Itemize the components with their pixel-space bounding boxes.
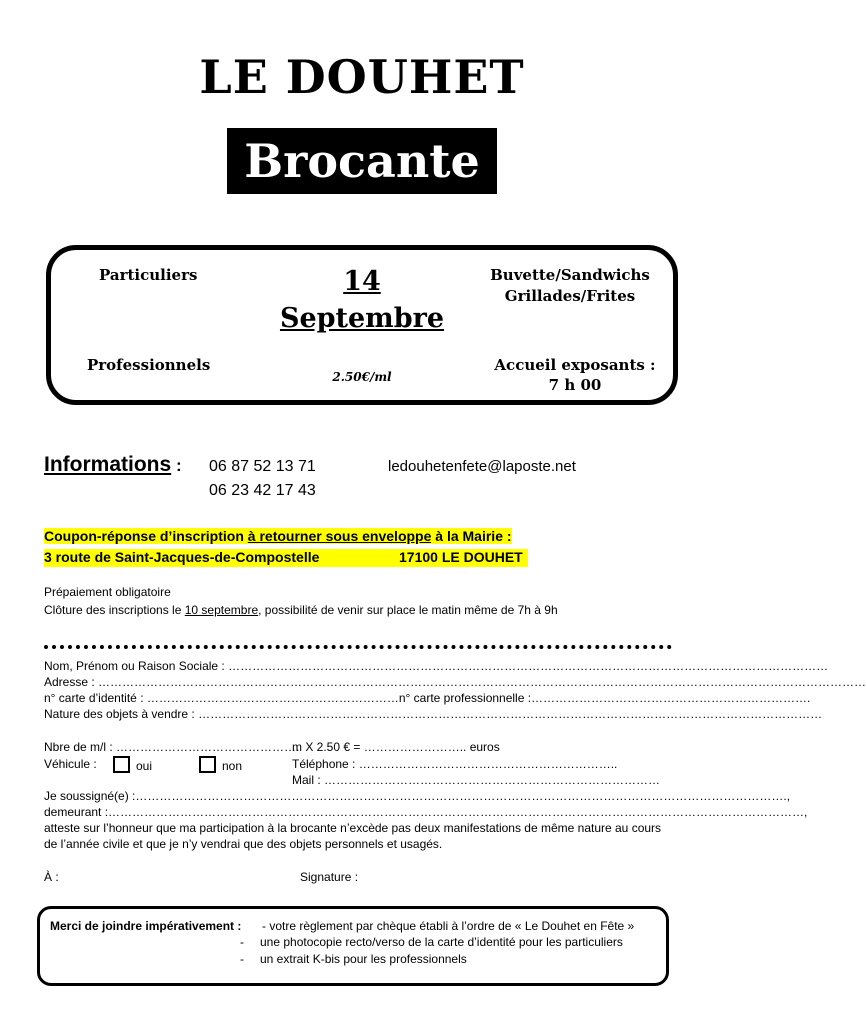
informations-label: Informations bbox=[44, 453, 172, 476]
cut-line bbox=[44, 645, 672, 649]
food-info-line1: Buvette/Sandwichs bbox=[490, 266, 650, 284]
mairie-city: 17100 LE DOUHET bbox=[399, 549, 523, 565]
page-subtitle-banner: Brocante bbox=[227, 128, 497, 194]
informations-colon: : bbox=[176, 456, 182, 475]
coupon-text-c: à la Mairie : bbox=[431, 528, 512, 544]
vehicle-non-checkbox[interactable] bbox=[199, 756, 216, 773]
vehicle-label: Véhicule : bbox=[44, 757, 97, 771]
food-info-line2: Grillades/Frites bbox=[504, 287, 636, 305]
attachment-item-2: une photocopie recto/verso de la carte d’identité pour les particuliers bbox=[260, 935, 623, 949]
visitor-type-professionnels: Professionnels bbox=[87, 356, 211, 374]
closing-note bbox=[44, 603, 558, 617]
vehicle-oui-option[interactable] bbox=[113, 756, 152, 773]
undersigned-field[interactable]: Je soussigné(e) :………………………………………………………………………………………………………………………………………………., bbox=[44, 789, 791, 803]
mairie-address-bar bbox=[44, 549, 528, 567]
event-date-month: Septembre bbox=[279, 303, 445, 334]
attachment-item-3: un extrait K-bis pour les professionnels bbox=[260, 952, 467, 966]
closing-date: 10 septembre bbox=[184, 603, 259, 617]
prepayment-note: Prépaiement obligatoire bbox=[44, 585, 171, 599]
event-date-day: 14 bbox=[343, 266, 381, 297]
nature-objects-field[interactable]: Nature des objets à vendre : ………………………………………………………………………………………………………………………………………… bbox=[44, 707, 823, 721]
phone-number-2: 06 23 42 17 43 bbox=[209, 482, 316, 499]
exhibitor-welcome-time: 7 h 00 bbox=[548, 376, 602, 394]
id-card-field[interactable]: n° carte d’identité : ………………………………………………………n° carte professionnelle :……………………………………………………………. bbox=[44, 691, 811, 705]
contact-email: ledouhetenfete@laposte.net bbox=[388, 458, 576, 475]
closing-note-c: , possibilité de venir sur place le matin même de 7h à 9h bbox=[258, 603, 558, 617]
attestation-line-2: de l’année civile et que je n’y vendrai que des objets personnels et usagés. bbox=[44, 837, 443, 851]
name-field[interactable]: Nom, Prénom ou Raison Sociale : …………………………………………………………………………………………………………………………………… bbox=[44, 659, 829, 673]
attachments-title: Merci de joindre impérativement : bbox=[50, 919, 242, 933]
mairie-address: 3 route de Saint-Jacques-de-Compostelle bbox=[44, 549, 320, 565]
signature-field[interactable]: Signature : bbox=[300, 870, 359, 884]
coupon-instruction bbox=[44, 528, 512, 544]
total-field[interactable]: m X 2.50 € = …………………….. euros bbox=[292, 740, 500, 754]
address-field[interactable]: Adresse : ………………………………………………………………………………………………………………………………………………………………………… bbox=[44, 675, 866, 689]
coupon-text-underlined: à retourner sous enveloppe bbox=[247, 528, 432, 544]
place-field[interactable]: À : bbox=[44, 870, 59, 884]
attachment-dash-2: - bbox=[240, 935, 244, 949]
phone-field[interactable]: Téléphone : ……………………………………………………….. bbox=[292, 757, 618, 771]
attachment-item-1: - votre règlement par chèque établi à l’ordre de « Le Douhet en Fête » bbox=[262, 919, 635, 933]
attestation-line-1: atteste sur l’honneur que ma participation à la brocante n’excède pas deux manifestations de même nature au cours bbox=[44, 821, 662, 835]
meters-field[interactable]: Nbre de m/l : ………………………………………. bbox=[44, 740, 300, 754]
price-per-meter: 2.50€/ml bbox=[332, 370, 392, 384]
attachment-dash-3: - bbox=[240, 952, 244, 966]
mail-field[interactable]: Mail : ………………………………………………………………………… bbox=[292, 773, 661, 787]
vehicle-oui-label: oui bbox=[136, 759, 153, 773]
vehicle-oui-checkbox[interactable] bbox=[113, 756, 130, 773]
phone-number-1: 06 87 52 13 71 bbox=[209, 458, 316, 475]
page-title: LE DOUHET bbox=[199, 50, 525, 104]
coupon-text-a: Coupon-réponse d’inscription bbox=[44, 528, 248, 544]
visitor-type-particuliers: Particuliers bbox=[99, 266, 198, 284]
residence-field[interactable]: demeurant :…………………………………………………………………………………………………………………………………………………………, bbox=[44, 805, 808, 819]
vehicle-non-option[interactable] bbox=[199, 756, 242, 773]
closing-note-a: Clôture des inscriptions le bbox=[44, 603, 185, 617]
exhibitor-welcome-label: Accueil exposants : bbox=[494, 356, 656, 374]
vehicle-non-label: non bbox=[222, 759, 243, 773]
